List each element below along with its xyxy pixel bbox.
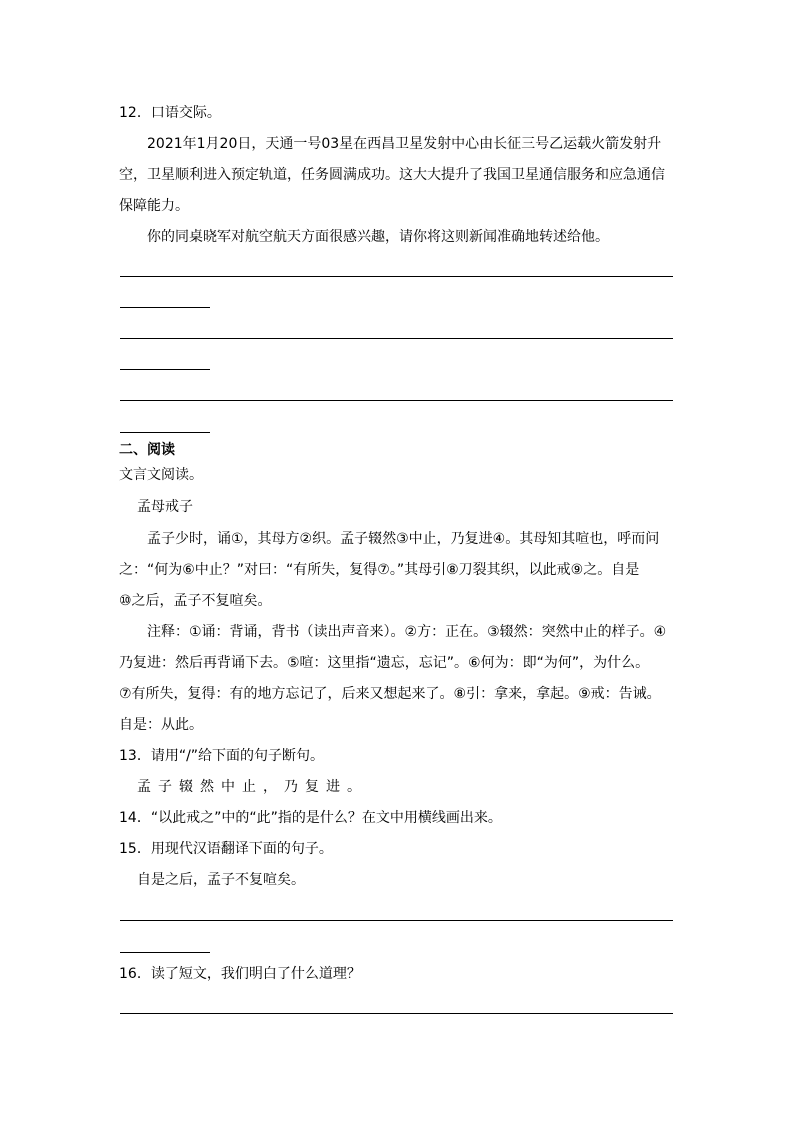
section-heading: 二、阅读 xyxy=(119,442,175,458)
q15-title: 15．用现代汉语翻译下面的句子。 xyxy=(119,841,333,857)
q12-para-line-3: 保障能力。 xyxy=(119,198,189,214)
notes-line-4: 自是：从此。 xyxy=(119,717,203,733)
answer-line-q12-1[interactable] xyxy=(120,276,673,277)
q16-title: 16．读了短文，我们明白了什么道理？ xyxy=(119,966,361,982)
q12-para-line-2: 空，卫星顺利进入预定轨道，任务圆满成功。这大大提升了我国卫星通信服务和应急通信 xyxy=(119,167,665,183)
answer-line-q12-1-end[interactable] xyxy=(120,307,210,308)
answer-line-q15-1[interactable] xyxy=(120,920,673,921)
q12-para-line-1: 2021年1月20日，天通一号03星在西昌卫星发射中心由长征三号乙运载火箭发射升 xyxy=(147,136,662,152)
notes-line-1: 注释：①诵：背诵，背书（读出声音来）。②方：正在。③辍然：突然中止的样子。④ xyxy=(147,624,667,640)
answer-line-q12-3[interactable] xyxy=(120,400,673,401)
passage-title: 孟母戒子 xyxy=(137,499,193,515)
notes-line-2: 乃复进：然后再背诵下去。⑤喧：这里指“遗忘，忘记”。⑥何为：即“为何”，为什么。 xyxy=(119,655,650,671)
q12-title: 12．口语交际。 xyxy=(119,105,221,121)
q12-prompt: 你的同桌晓军对航空航天方面很感兴趣，请你将这则新闻准确地转述给他。 xyxy=(147,229,609,245)
q13-sentence: 孟子辍然中止，乃复进。 xyxy=(137,779,368,795)
answer-line-q12-2-end[interactable] xyxy=(120,369,210,370)
notes-line-3: ⑦有所失，复得：有的地方忘记了，后来又想起来了。⑧引：拿来，拿起。⑨戒：告诫。 xyxy=(119,686,661,702)
answer-line-q12-2[interactable] xyxy=(120,338,673,339)
section-subheading: 文言文阅读。 xyxy=(119,467,203,483)
answer-line-q16-1[interactable] xyxy=(120,1013,673,1014)
q15-sentence: 自是之后，孟子不复喧矣。 xyxy=(137,872,305,888)
q13-title: 13．请用“/”给下面的句子断句。 xyxy=(119,748,325,764)
answer-line-q12-3-end[interactable] xyxy=(120,432,210,433)
passage-line-3: ⑩之后，孟子不复喧矣。 xyxy=(119,593,272,609)
passage-line-1: 孟子少时，诵①，其母方②织。孟子辍然③中止，乃复进④。其母知其喧也，呼而问 xyxy=(147,531,660,547)
answer-line-q15-1-end[interactable] xyxy=(120,952,210,953)
q14-title: 14．“以此戒之”中的“此”指的是什么？在文中用横线画出来。 xyxy=(119,810,502,826)
passage-line-2: 之：“何为⑥中止？”对曰：“有所失，复得⑦。”其母引⑧刀裂其织，以此戒⑨之。自是 xyxy=(119,562,640,578)
